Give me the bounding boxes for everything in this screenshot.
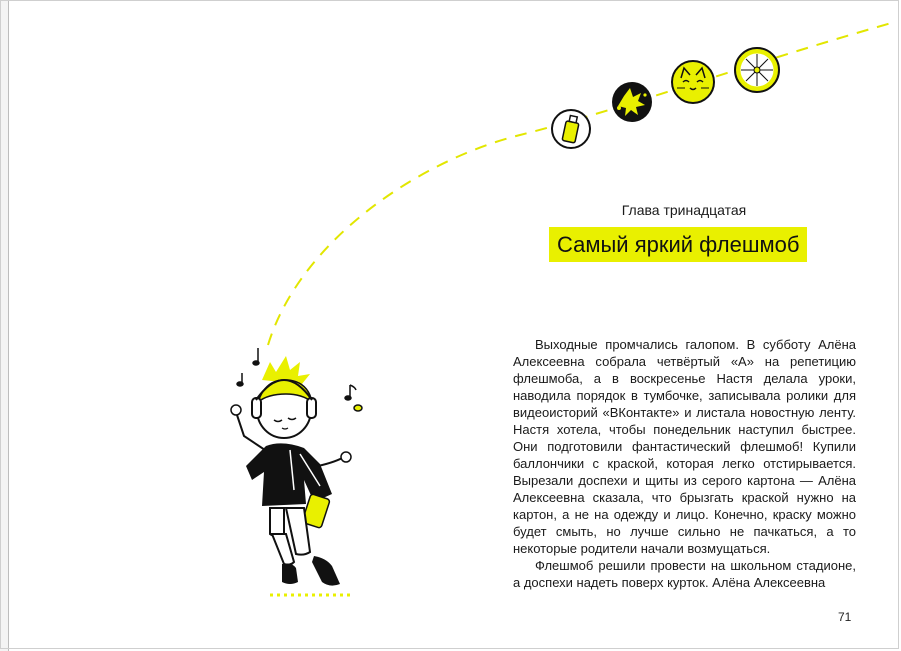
chapter-label: Глава тринадцатая xyxy=(621,202,747,218)
paragraph: Выходные промчались галопом. В субботу Алёна Алексеевна собрала четвёртый «А» на репетицию флешмоба, а в воскресенье Настя делала уроки, наводила порядок в тумбочке, записывала ролики для видеоисторий «ВКонтакте» и листала новостную ленту. Настя хотела, чтобы понедельник наступил быстрее. Они подготовили фантастический флешмоб! Купили баллончики с краской, которая легко отстирывается. Вырезали доспехи и щиты из серого картона — Алёна Алексеевна сказала, что брызгать краской нужно на картон, а не на одежду и лицо. Конечно, краску можно будет смыть, но лучше сильно не пачкаться, а то некоторые родители начали возмущаться. xyxy=(513,337,856,556)
cat-face-icon xyxy=(672,61,714,103)
dashed-trajectory-line xyxy=(268,22,895,345)
lemon-slice-icon xyxy=(735,48,779,92)
spray-can-icon xyxy=(552,110,590,148)
body-text xyxy=(513,336,856,591)
page-number: 71 xyxy=(838,610,852,624)
chapter-title: Самый яркий флешмоб xyxy=(549,227,807,262)
paragraph: Флешмоб решили провести на школьном стадионе, а доспехи надеть поверх курток. Алёна Алексеевна xyxy=(513,558,856,590)
dancing-girl-illustration xyxy=(231,356,351,595)
paint-splash-icon xyxy=(612,82,652,122)
